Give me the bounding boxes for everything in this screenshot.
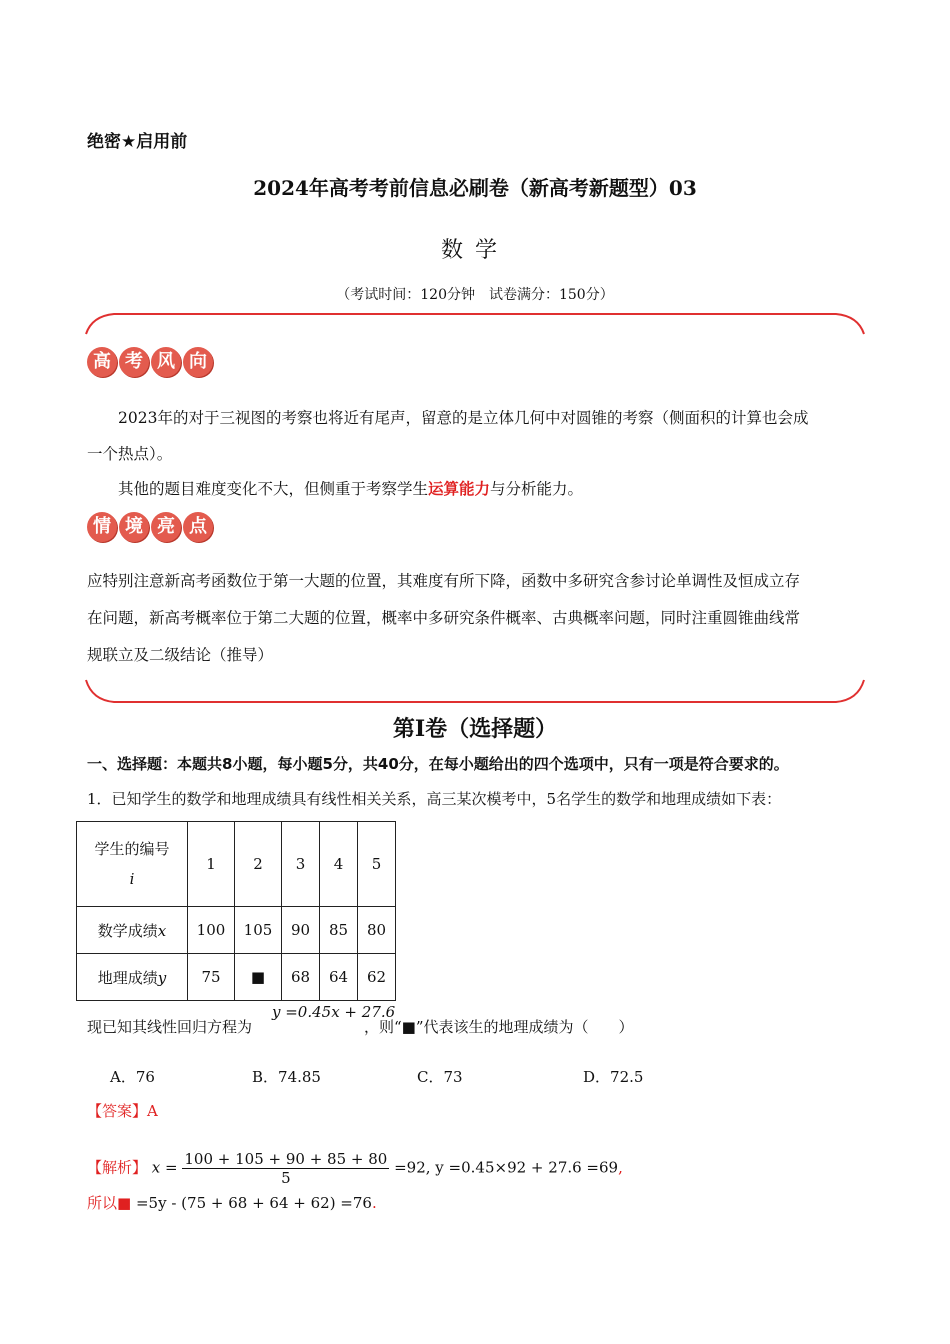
table-cell: ■ [235,954,282,1001]
row-label-var: x [157,921,167,940]
table-row [77,822,396,907]
table-row [77,907,396,954]
highlights-line-1: 应特别注意新高考函数位于第一大题的位置，其难度有所下降，函数中多研究含参讨论单调性及恒成立存 [87,572,801,590]
section-title: 第I卷（选择题） [392,716,558,742]
table-cell: 105 [235,907,282,954]
table-cell: 90 [282,907,320,954]
table-cell: 4 [320,822,358,907]
table-cell: 100 [188,907,235,954]
row-label-var: y [157,968,167,987]
option-b[interactable]: B．74.85 [252,1068,321,1086]
trend-text: 与分析能力。 [490,480,584,498]
fraction-numerator: 100 + 105 + 90 + 85 + 80 [184,1150,388,1168]
row-label [77,907,188,954]
badge-char: 高 [87,347,117,377]
frame-top-arc [86,314,864,334]
page-title: 2024年高考考前信息必刷卷（新高考新题型）03 [253,176,697,200]
trend-paragraph-2 [118,471,583,507]
table-cell: 85 [320,907,358,954]
square-symbol: ■ [117,1194,132,1212]
gaokao-trend-badge [87,347,213,377]
conclusion-label: 所以 [87,1194,118,1212]
analysis-rest: =92, y =0.45×92 + 27.6 =69 [394,1158,619,1177]
analysis-xbar: x = [151,1158,178,1177]
table-cell: 3 [282,822,320,907]
section-instruction: 一、选择题：本题共8小题，每小题5分，共40分，在每小题给出的四个选项中，只有一项是符合要求的。 [87,755,789,773]
regression-pre: 现已知其线性回归方程为 [87,1018,253,1036]
regression-equation: y =0.45x + 27.6 [272,1003,396,1021]
exam-time-info: （考试时间：120分钟 试卷满分：150分） [336,287,614,303]
frame-bottom-arc [86,680,864,702]
table-cell: 62 [358,954,396,1001]
analysis-line [87,1150,623,1187]
conclusion-end: . [371,1194,377,1212]
table-cell: 1 [188,822,235,907]
option-c[interactable]: C．73 [417,1068,463,1086]
answer-label: 【答案】A [87,1102,158,1120]
row-label [77,954,188,1001]
header-label: 学生的编号 [94,840,170,858]
regression-post: ，则“■”代表该生的地理成绩为（ ） [364,1018,634,1036]
header-var: i [129,870,135,888]
analysis-label: 【解析】 [87,1158,148,1177]
row-label-text: 地理成绩 [97,968,158,987]
trend-paragraph-1b: 一个热点）。 [87,445,173,463]
table-cell: 75 [188,954,235,1001]
table-cell: 5 [358,822,396,907]
trend-text: 其他的题目难度变化不大，但侧重于考察学生 [118,480,429,498]
badge-char: 风 [151,347,181,377]
confidential-label: 绝密★启用前 [87,132,188,152]
badge-char: 点 [183,512,213,542]
highlights-line-3: 规联立及二级结论（推导） [87,646,274,664]
badge-char: 情 [87,512,117,542]
question-1-stem: 1．已知学生的数学和地理成绩具有线性相关关系，高三某次模考中，5名学生的数学和地理成绩如下表： [87,790,782,808]
analysis-end: , [618,1158,623,1177]
table-cell: 64 [320,954,358,1001]
badge-char: 向 [183,347,213,377]
row-label-text: 数学成绩 [97,921,158,940]
header-cell [77,822,188,907]
option-d[interactable]: D．72.5 [583,1068,644,1086]
analysis-fraction [182,1150,389,1187]
table-row [77,954,396,1001]
badge-char: 亮 [151,512,181,542]
scores-table [76,821,396,1001]
subject-title: 数学 [440,238,509,263]
highlight-text: 运算能力 [428,479,491,498]
table-cell: 2 [235,822,282,907]
conclusion-line [87,1192,377,1213]
highlights-badge [87,512,213,542]
badge-char: 境 [119,512,149,542]
table-cell: 68 [282,954,320,1001]
conclusion-formula: =5y - (75 + 68 + 64 + 62) =76 [135,1194,372,1212]
regression-line [87,1016,634,1037]
trend-paragraph-1: 2023年的对于三视图的考察也将近有尾声，留意的是立体几何中对圆锥的考察（侧面积的计算也会成 [118,409,809,427]
highlights-line-2: 在问题，新高考概率位于第二大题的位置，概率中多研究条件概率、古典概率问题，同时注重圆锥曲线常 [87,609,801,627]
fraction-denominator: 5 [281,1169,291,1187]
option-a[interactable]: A．76 [110,1068,155,1086]
badge-char: 考 [119,347,149,377]
table-cell: 80 [358,907,396,954]
